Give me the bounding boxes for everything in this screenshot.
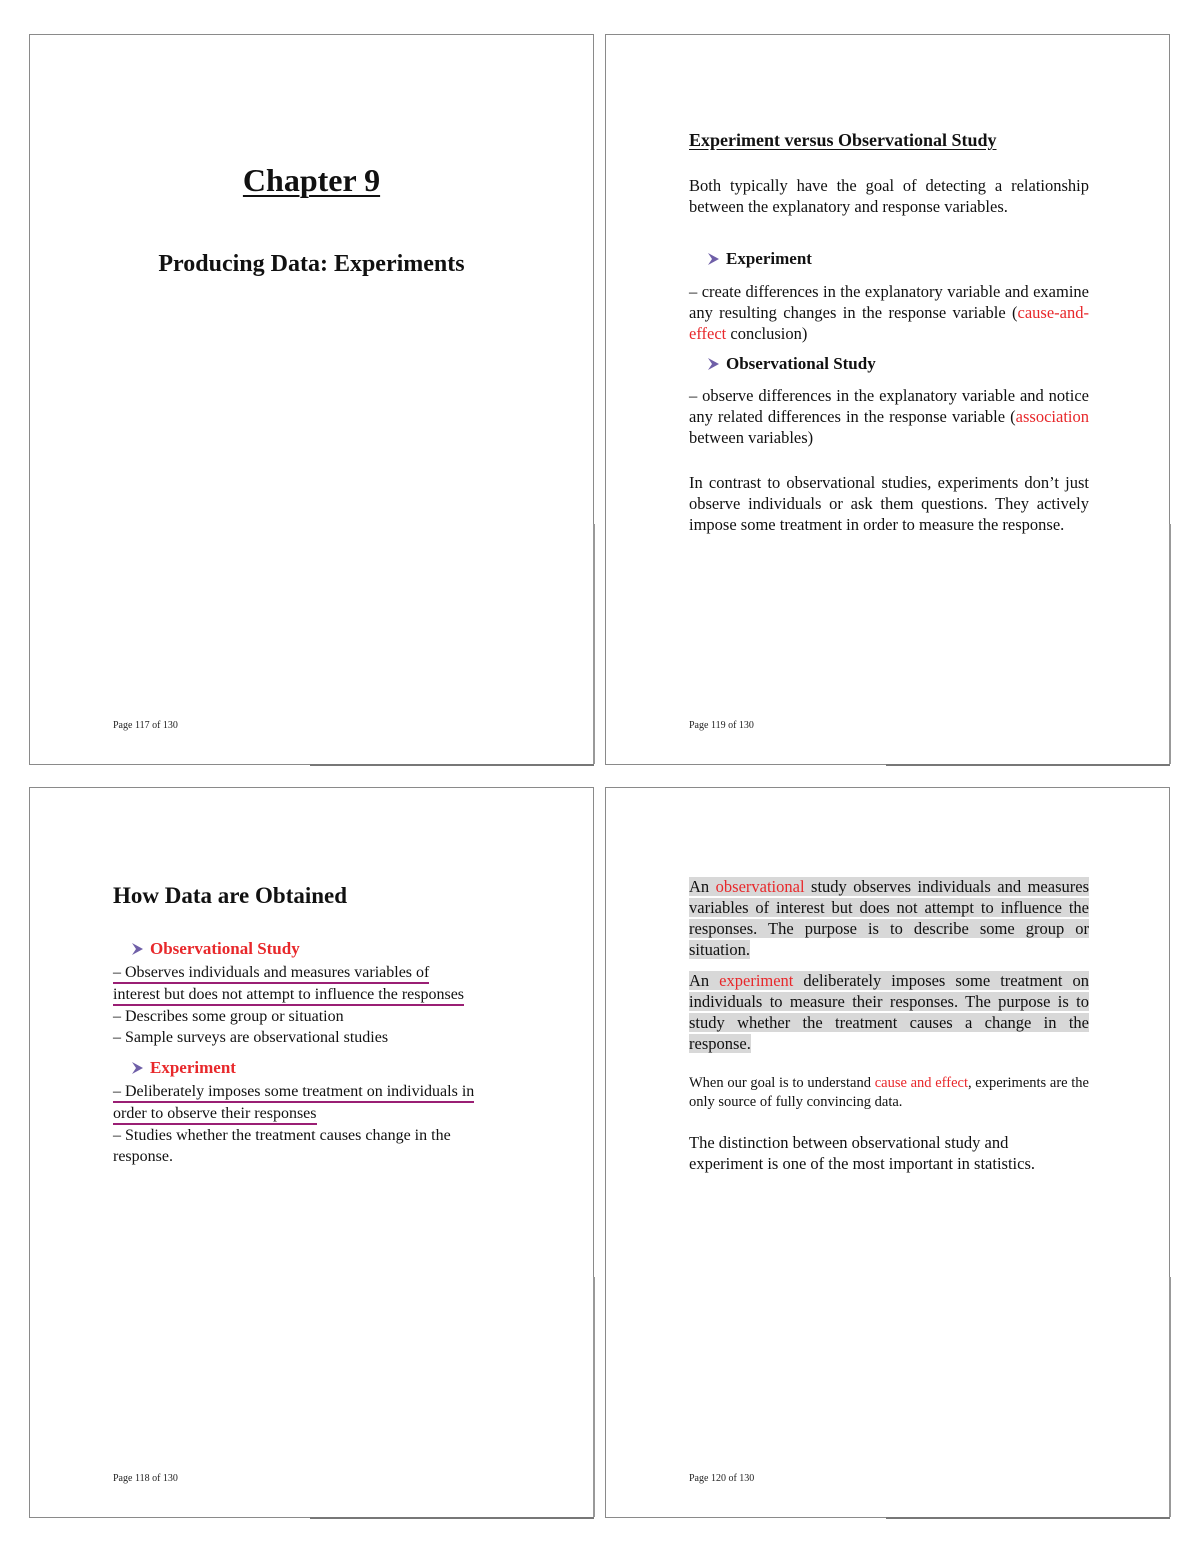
observational-description: – observe differences in the explanatory variable and notice any related differences in the response variable (association between variables) <box>689 386 1089 447</box>
slide-page-120 <box>605 787 1170 1518</box>
slide-page-117 <box>29 34 594 765</box>
page-heading: How Data are Obtained <box>113 883 348 908</box>
page-heading: Experiment versus Observational Study <box>689 130 997 150</box>
observational-line-1b: interest but does not attempt to influence the responses <box>113 985 464 1006</box>
observational-line-2: – Describes some group or situation <box>113 1008 344 1025</box>
distinction-paragraph: The distinction between observational study and experiment is one of the most important in statistics. <box>689 1133 1035 1173</box>
experiment-bullet <box>706 248 1106 269</box>
page-footer: Page 117 of 130 <box>113 720 178 731</box>
observational-line-1a: – Observes individuals and measures variables of <box>113 963 429 984</box>
observational-bullet <box>706 353 1106 374</box>
chapter-title: Chapter 9 <box>242 162 381 198</box>
page-footer: Page 118 of 130 <box>113 1473 178 1484</box>
arrow-bullet-icon <box>706 357 720 371</box>
arrow-bullet-icon <box>130 1061 144 1075</box>
observational-label: Observational Study <box>726 354 876 373</box>
experiment-line-1b: order to observe their responses <box>113 1104 317 1125</box>
contrast-paragraph: In contrast to observational studies, experiments don’t just observe individuals or ask them questions. They actively impose some treatment in order to measure the response. <box>689 473 1089 534</box>
page-footer: Page 119 of 130 <box>689 720 754 731</box>
slide-page-119 <box>605 34 1170 765</box>
arrow-bullet-icon <box>130 942 144 956</box>
observational-definition: An observational study observes individuals and measures variables of interest but does not attempt to influence the responses. The purpose is to describe some group or situation. <box>689 877 1089 959</box>
arrow-bullet-icon <box>706 252 720 266</box>
experiment-bullet <box>130 1057 550 1078</box>
observational-line-3: – Sample surveys are observational studies <box>113 1029 389 1046</box>
page-footer: Page 120 of 130 <box>689 1473 755 1484</box>
slide-page-118 <box>29 787 594 1518</box>
experiment-line-1a: – Deliberately imposes some treatment on individuals in <box>113 1082 474 1103</box>
observational-label: Observational Study <box>150 939 300 958</box>
chapter-subtitle: Producing Data: Experiments <box>158 251 465 277</box>
experiment-description: – create differences in the explanatory variable and examine any resulting changes in the response variable (cause-and-effect conclusion) <box>689 282 1089 343</box>
experiment-label: Experiment <box>726 249 812 268</box>
observational-bullet <box>130 938 550 959</box>
experiment-definition: An experiment deliberately imposes some treatment on individuals to measure their responses. The purpose is to study whether the treatment causes a change in the response. <box>689 971 1089 1053</box>
goal-paragraph: When our goal is to understand cause and effect, experiments are the only source of fully convincing data. <box>689 1075 1089 1110</box>
intro-paragraph: Both typically have the goal of detecting a relationship between the explanatory and response variables. <box>689 176 1089 216</box>
experiment-line-2: – Studies whether the treatment causes change in the response. <box>113 1127 451 1165</box>
experiment-label: Experiment <box>150 1058 236 1077</box>
